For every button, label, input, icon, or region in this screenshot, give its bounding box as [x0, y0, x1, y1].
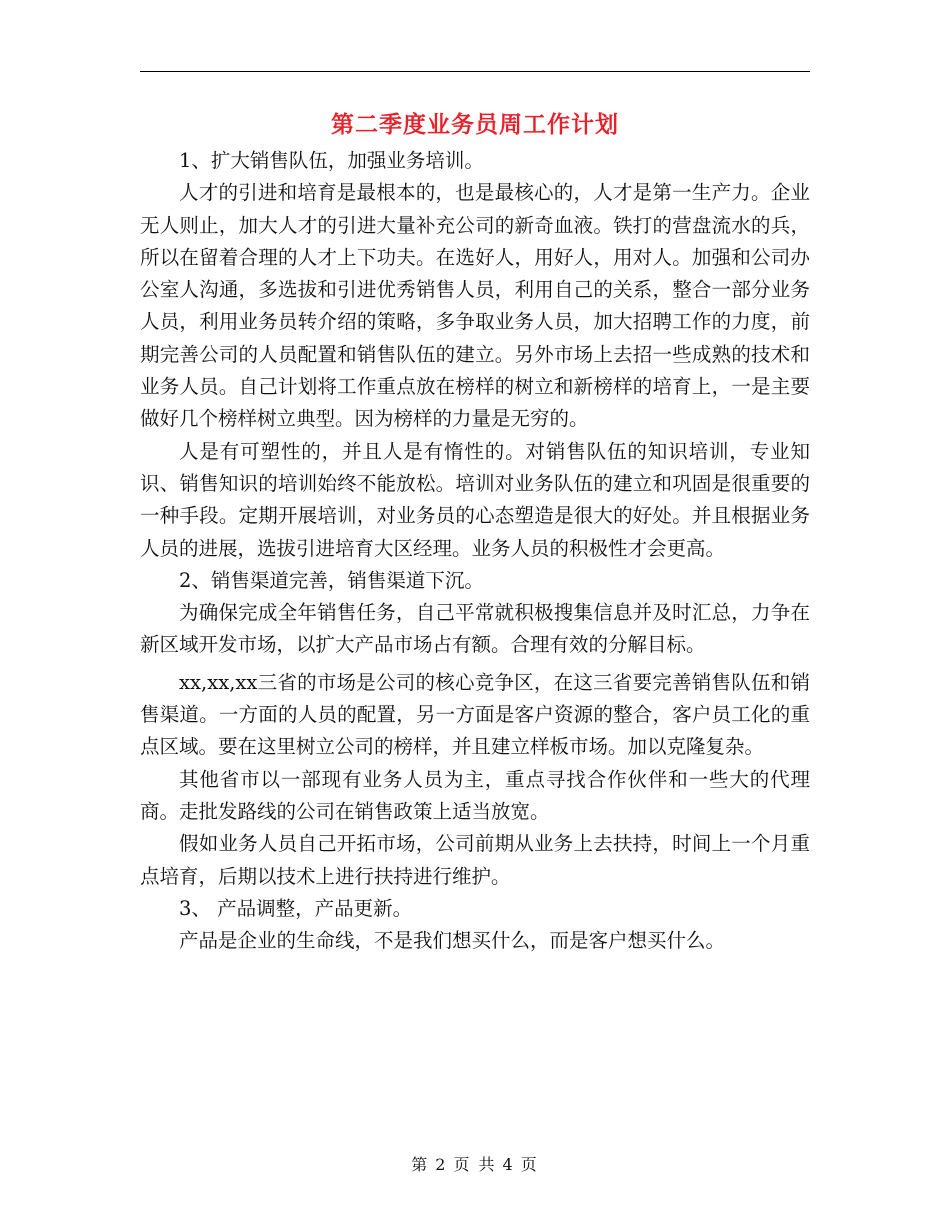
page-label-prefix: 第	[411, 1155, 430, 1174]
paragraph: 人是有可塑性的，并且人是有惰性的。对销售队伍的知识培训，专业知识、销售知识的培训始终不能放松。培训对业务队伍的建立和巩固是很重要的一种手段。定期开展培训，对业务员的心态塑造是很大的好处。并且根据业务人员的进展，选拔引进培育大区经理。业务人员的积极性才会更高。	[140, 439, 810, 560]
paragraph: 假如业务人员自己开拓市场，公司前期从业务上去扶持，时间上一个月重点培育，后期以技术上进行扶持进行维护。	[140, 832, 810, 888]
total-pages-number: 4	[502, 1155, 515, 1174]
section-heading-3: 3、 产品调整，产品更新。	[179, 896, 413, 920]
paragraph: 为确保完成全年销售任务，自己平常就积极搜集信息并及时汇总，力争在新区域开发市场，以扩大产品市场占有额。合理有效的分解目标。	[140, 601, 810, 657]
document-body	[140, 145, 810, 957]
paragraph: 人才的引进和培育是最根本的，也是最核心的，人才是第一生产力。企业无人则止，加大人才的引进大量补充公司的新奇血液。铁打的营盘流水的兵，所以在留着合理的人才上下功夫。在选好人，用好人，用对人。加强和公司办公室人沟通，多选拔和引进优秀销售人员，利用自己的关系，整合一部分业务人员，利用业务员转介绍的策略，多争取业务人员，加大招聘工作的力度，前期完善公司的人员配置和销售队伍的建立。另外市场上去招一些成熟的技术和业务人员。自己计划将工作重点放在榜样的树立和新榜样的培育上，一是主要做好几个榜样树立典型。因为榜样的力量是无穷的。	[140, 181, 810, 431]
page-footer	[0, 1152, 950, 1175]
section-heading-2: 2、销售渠道完善，销售渠道下沉。	[179, 568, 484, 592]
current-page-number: 2	[435, 1155, 448, 1174]
paragraph: 产品是企业的生命线，不是我们想买什么，而是客户想买什么。	[179, 929, 726, 953]
paragraph: 其他省市以一部现有业务人员为主，重点寻找合作伙伴和一些大的代理商。走批发路线的公司在销售政策上适当放宽。	[140, 767, 810, 823]
document-title: 第二季度业务员周工作计划	[331, 111, 619, 138]
paragraph: xx,xx,xx三省的市场是公司的核心竞争区，在这三省要完善销售队伍和销售渠道。一方面的人员的配置，另一方面是客户资源的整合，客户员工化的重点区域。要在这里树立公司的榜样，并且建立样板市场。加以克隆复杂。	[140, 670, 810, 759]
page-label-suffix: 页	[520, 1155, 539, 1174]
section-heading-1: 1、扩大销售队伍，加强业务培训。	[179, 149, 484, 172]
page-label-mid: 页 共	[453, 1155, 497, 1174]
header-rule	[140, 71, 810, 72]
